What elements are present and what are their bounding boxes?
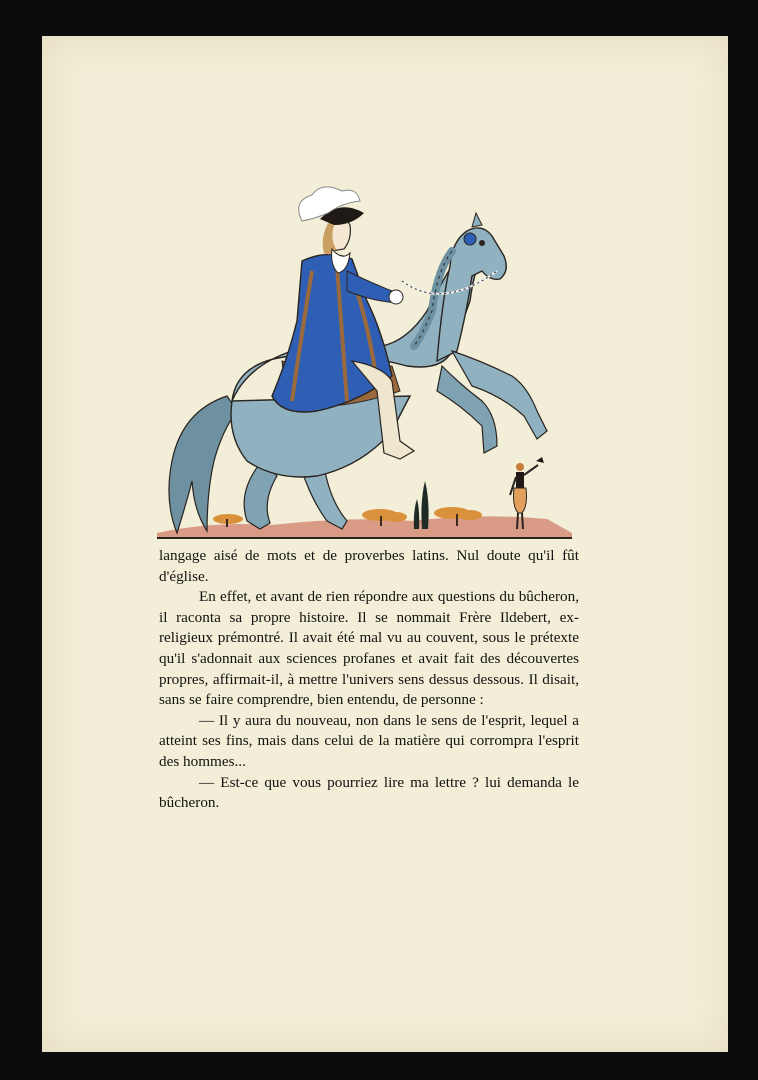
paragraph-3: — Il y aura du nouveau, non dans le sens de l'esprit, lequel a atteint ses fins, mais dans celui de la matière qui corrompra l'esprit des hommes... [159, 711, 579, 770]
horse-tail [169, 396, 237, 533]
book-page [42, 36, 728, 1052]
rider-horse-illustration [152, 161, 582, 541]
paragraph-1: langage aisé de mots et de proverbes latins. Nul doute qu'il fût d'église. [159, 547, 579, 585]
rider-coat [272, 254, 392, 412]
bridle-rosette [464, 233, 476, 245]
paragraph-2: En effet, et avant de rien répondre aux questions du bûcheron, il raconta sa propre histoire. Il se nommait Frère Ildebert, ex-religieux prémontré. Il avait été mal vu au couvent, sous le prétexte qu'il s'adonnait aux sciences profanes et avait fait des découvertes propres, affirmait-il, à mettre l'univers sens dessus dessous. Il disait, sans se faire comprendre, bien entendu, de personne : [159, 588, 579, 709]
paragraph-4: — Est-ce que vous pourriez lire ma lettre ? lui demanda le bûcheron. [159, 773, 579, 812]
body-text [159, 546, 579, 814]
lace-cuff [389, 290, 403, 304]
